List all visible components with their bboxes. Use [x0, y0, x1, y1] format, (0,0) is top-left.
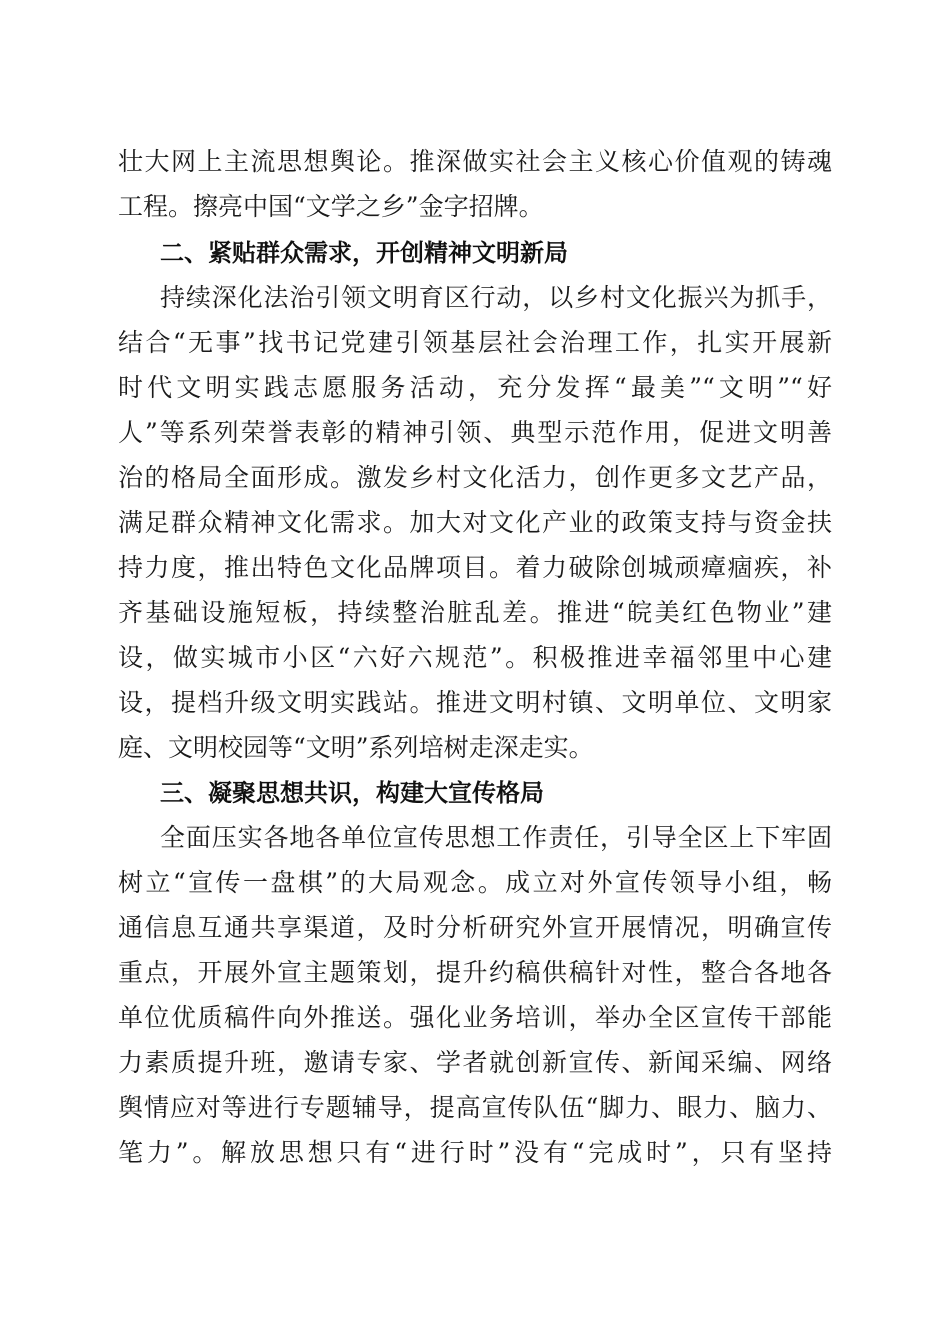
paragraph-line: 设，提档升级文明实践站。推进文明村镇、文明单位、文明家 [118, 688, 832, 717]
paragraph-line: 治的格局全面形成。激发乡村文化活力，创作更多文艺产品， [118, 463, 832, 492]
paragraph-line: 人”等系列荣誉表彰的精神引领、典型示范作用，促进文明善 [118, 418, 832, 447]
paragraph-line: 重点，开展外宣主题策划，提升约稿供稿针对性，整合各地各 [118, 958, 832, 987]
paragraph-line: 持力度，推出特色文化品牌项目。着力破除创城顽瘴痼疾，补 [118, 553, 832, 582]
paragraph-line: 全面压实各地各单位宣传思想工作责任，引导全区上下牢固 [160, 823, 832, 852]
paragraph-line: 力素质提升班，邀请专家、学者就创新宣传、新闻采编、网络 [118, 1048, 832, 1077]
paragraph-line: 壮大网上主流思想舆论。推深做实社会主义核心价值观的铸魂 [118, 147, 832, 176]
paragraph-line: 结合“无事”找书记党建引领基层社会治理工作，扎实开展新 [118, 328, 832, 357]
paragraph-line: 时代文明实践志愿服务活动，充分发挥“最美”“文明”“好 [118, 373, 832, 402]
paragraph-line: 设，做实城市小区“六好六规范”。积极推进幸福邻里中心建 [118, 643, 832, 672]
paragraph-line: 工程。擦亮中国“文学之乡”金字招牌。 [118, 192, 544, 221]
paragraph-line: 满足群众精神文化需求。加大对文化产业的政策支持与资金扶 [118, 508, 832, 537]
paragraph-line: 持续深化法治引领文明育区行动，以乡村文化振兴为抓手， [160, 283, 832, 312]
paragraph-line: 齐基础设施短板，持续整治脏乱差。推进“皖美红色物业”建 [118, 598, 832, 627]
paragraph-line: 笔力”。解放思想只有“进行时”没有“完成时”，只有坚持 [118, 1138, 832, 1167]
paragraph-line: 单位优质稿件向外推送。强化业务培训，举办全区宣传干部能 [118, 1003, 832, 1032]
paragraph-line: 树立“宣传一盘棋”的大局观念。成立对外宣传领导小组，畅 [118, 868, 832, 897]
paragraph-line: 通信息互通共享渠道，及时分析研究外宣开展情况，明确宣传 [118, 913, 832, 942]
paragraph-line: 舆情应对等进行专题辅导，提高宣传队伍“脚力、眼力、脑力、 [118, 1093, 832, 1122]
paragraph-line: 庭、文明校园等“文明”系列培树走深走实。 [118, 733, 594, 762]
section-heading-2: 二、紧贴群众需求，开创精神文明新局 [160, 239, 568, 267]
section-heading-3: 三、凝聚思想共识，构建大宣传格局 [160, 779, 544, 807]
